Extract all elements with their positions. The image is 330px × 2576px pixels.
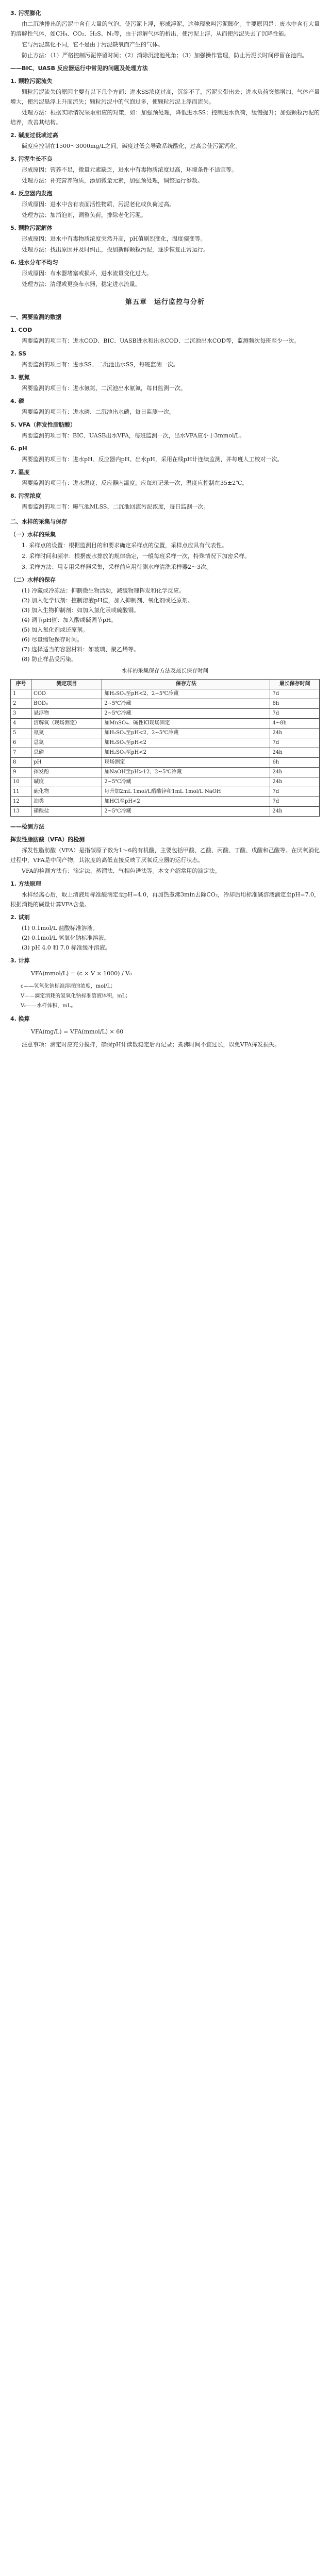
monitor-title: 4. 磷 bbox=[10, 398, 24, 404]
section-title-methods: ——检测方法 bbox=[10, 823, 44, 830]
table-cell: 现场测定 bbox=[102, 758, 270, 768]
chapter-title: 第五章 运行监控与分析 bbox=[125, 298, 205, 306]
paragraph: 处理方法：加消泡剂，调整负荷，排除老化污泥。 bbox=[22, 212, 146, 218]
table-cell: 碱度 bbox=[31, 777, 102, 787]
paragraph: 处理方法：补充营养物质，添加微量元素，加强预处理，调整运行参数。 bbox=[22, 177, 203, 184]
list-item: (1) 冷藏或冷冻法：抑制微生物活动，减缓物理挥发和化学反应。 bbox=[22, 587, 185, 594]
table-cell: 油类 bbox=[31, 797, 102, 807]
table-cell: COD bbox=[31, 689, 102, 699]
paragraph: 需要监测的项目有：进水磷、二沉池出水磷，每日监测一次。 bbox=[22, 409, 175, 415]
table-cell: 24h bbox=[270, 728, 320, 738]
table-cell: 加H₂SO₄至pH<2，2~5℃冷藏 bbox=[102, 728, 270, 738]
document-page bbox=[10, 0, 320, 1049]
table-cell: 8 bbox=[11, 758, 31, 768]
section-title-sludge-expansion: 3. 污泥膨化 bbox=[10, 10, 41, 16]
paragraph: 2. 采样时间和频率：根据废水排放的规律确定，一般每班采样一次，特殊情况下加密采样。 bbox=[22, 553, 250, 560]
section-title-monitoring: 一、需要监测的数据 bbox=[10, 314, 61, 320]
table-cell: 4 bbox=[11, 719, 31, 728]
table-row bbox=[11, 787, 320, 797]
monitor-title: 7. 温度 bbox=[10, 469, 30, 476]
table-row bbox=[11, 807, 320, 817]
paragraph: 需要监测的项目有：BIC、UASB出水VFA，每班监测一次，出水VFA应小于3mmol/L。 bbox=[22, 432, 245, 439]
paragraph: 需要监测的项目有：曝气池MLSS、二沉池回流污泥浓度，每日监测一次。 bbox=[22, 503, 209, 510]
table-cell: 加H₂SO₄至pH<2，2~5℃冷藏 bbox=[102, 689, 270, 699]
table-cell: 9 bbox=[11, 768, 31, 777]
list-item: (6) 尽量缩短保存时间。 bbox=[22, 636, 83, 643]
monitor-title: 3. 氨氮 bbox=[10, 374, 30, 381]
table-header-cell: 最长保存时间 bbox=[270, 680, 320, 689]
monitor-title: 8. 污泥浓度 bbox=[10, 493, 41, 499]
table-cell: 1 bbox=[11, 689, 31, 699]
table-row bbox=[11, 758, 320, 768]
table bbox=[10, 679, 320, 817]
paragraph: 形成原因：营养不足，微量元素缺乏，进水中有毒物质浓度过高，环境条件不适宜等。 bbox=[22, 166, 237, 173]
table-body bbox=[11, 689, 320, 817]
vfa-title: 挥发性脂肪酸（VFA）的检测 bbox=[10, 836, 85, 843]
paragraph: 水样经离心后，取上清液用标准酸滴定至pH=4.0，再加热煮沸3min去除CO₂，冷却后用标准碱溶液滴定至pH=7.0，根据消耗的碱量计算VFA含量。 bbox=[10, 891, 320, 908]
paragraph: 需要监测的项目有：进水COD、BIC、UASB进水和出水COD、二沉池出水COD等，监测频次每班至少一次。 bbox=[22, 337, 300, 344]
table-cell: 每升加2mL 1mol/L醋酸锌和1mL 1mol/L NaOH bbox=[102, 787, 270, 797]
item-title: 3. 污泥生长不良 bbox=[10, 156, 53, 162]
subsection-title: （二）水样的保存 bbox=[10, 577, 56, 583]
table-cell: 6 bbox=[11, 738, 31, 748]
paragraph: 形成原因：进水中有毒物质浓度突然升高，pH值剧烈变化，温度骤变等。 bbox=[22, 235, 206, 242]
list-item: (4) 调节pH值：加入酸或碱调节pH。 bbox=[22, 617, 117, 623]
table-header-cell: 序号 bbox=[11, 680, 31, 689]
list-item: (1) 0.1mol/L 盐酸标准溶液。 bbox=[22, 925, 98, 931]
item-title: 4. 反应器内发泡 bbox=[10, 190, 53, 197]
formula: VFA(mg/L) = VFA(mmol/L) × 60 bbox=[31, 1028, 124, 1035]
table-cell: 加H₂SO₄至pH<2 bbox=[102, 738, 270, 748]
table-cell: 2~5℃冷藏 bbox=[102, 777, 270, 787]
conversion-title: 4. 换算 bbox=[10, 1015, 30, 1022]
paragraph: 1. 采样点的设置：根据监测目的和要求确定采样点的位置，采样点应具有代表性。 bbox=[22, 542, 227, 549]
table-cell: 加MnSO₄、碱性KI现场固定 bbox=[102, 719, 270, 728]
table-cell: 7d bbox=[270, 738, 320, 748]
section-title-sampling: 二、水样的采集与保存 bbox=[10, 518, 67, 525]
table-row bbox=[11, 709, 320, 719]
table-cell: 总氮 bbox=[31, 738, 102, 748]
paragraph: 需要监测的项目有：进水氨氮、二沉池出水氨氮，每日监测一次。 bbox=[22, 385, 186, 392]
list-item: c——氢氧化钠标准溶液的浓度，mol/L； bbox=[21, 984, 116, 989]
formula: VFA(mmol/L) = (c × V × 1000) / V₀ bbox=[31, 970, 132, 977]
paragraph: 形成原因：布水器堵塞或损坏，进水流量变化过大。 bbox=[22, 270, 152, 277]
table-cell: 2~5℃冷藏 bbox=[102, 709, 270, 719]
table-cell: 24h bbox=[270, 807, 320, 817]
table-cell: 硝酸盐 bbox=[31, 807, 102, 817]
table-cell: 溶解氧（现场测定） bbox=[31, 719, 102, 728]
paragraph: 需要监测的项目有：进水SS、二沉池出水SS，每班监测一次。 bbox=[22, 361, 179, 368]
table-row bbox=[11, 797, 320, 807]
paragraph: 颗粒污泥流失的原因主要有以下几个方面：进水SS浓度过高，沉淀不了，污泥夹带出去；进水负荷突然增加，气体产量增大，使污泥悬浮上升而流失；颗粒污泥中的气泡过多，使颗粒污泥上浮而流失。 bbox=[10, 89, 320, 105]
paragraph: 处理方法：找出原因并及时纠正，投加新鲜颗粒污泥，逐步恢复正常运行。 bbox=[22, 246, 209, 253]
table-cell: 加NaOH至pH>12，2~5℃冷藏 bbox=[102, 768, 270, 777]
table-cell: 13 bbox=[11, 807, 31, 817]
list-item: V——滴定消耗的氢氧化钠标准溶液体积，mL； bbox=[21, 993, 131, 999]
list-item: (2) 0.1mol/L 氢氧化钠标准溶液。 bbox=[22, 935, 110, 941]
table-cell: 硫化物 bbox=[31, 787, 102, 797]
table-row bbox=[11, 728, 320, 738]
paragraph: VFA的检测方法有：滴定法、蒸馏法、气相色谱法等。本文介绍常用的滴定法。 bbox=[22, 868, 221, 874]
preservation-list bbox=[10, 586, 320, 664]
table-cell: 6h bbox=[270, 699, 320, 709]
table-cell: 24h bbox=[270, 777, 320, 787]
table-cell: 12 bbox=[11, 797, 31, 807]
variables-list bbox=[10, 981, 320, 1011]
list-item: (3) pH 4.0 和 7.0 标准缓冲溶液。 bbox=[22, 944, 111, 951]
table-header-row bbox=[11, 680, 320, 689]
table-cell: 11 bbox=[11, 787, 31, 797]
table-cell: 24h bbox=[270, 748, 320, 758]
method-title: 1. 方法原理 bbox=[10, 880, 41, 887]
paragraph: 3. 采样方法：用专用采样器采集，采样前应用待测水样清洗采样器2～3次。 bbox=[22, 564, 212, 570]
item-title: 5. 颗粒污泥解体 bbox=[10, 225, 53, 231]
table-cell: BOD₅ bbox=[31, 699, 102, 709]
table-cell: 氨氮 bbox=[31, 728, 102, 738]
table-cell: 2 bbox=[11, 699, 31, 709]
paragraph: 由二沉池排出的污泥中含有大量的气泡，使污泥上浮，形成浮泥，这种现象叫污泥膨化。主要原因是：废水中含有大量的溶解性气体，如CH₄、CO₂、H₂S、N₂等，由于溶解气体的析出，使污泥上浮，从而使污泥失去了沉降性能。 bbox=[10, 21, 320, 37]
table-cell: 7d bbox=[270, 689, 320, 699]
list-item: (5) 加入氧化剂或还原剂。 bbox=[22, 626, 89, 633]
paragraph: 碱度应控制在1500～3000mg/L之间。碱度过低会导致系统酸化，过高会使污泥钙化。 bbox=[22, 143, 241, 149]
paragraph: 需要监测的项目有：进水温度、反应器内温度，应每班记录一次，温度应控制在35±2℃。 bbox=[22, 480, 248, 486]
list-item: V₀——水样体积，mL。 bbox=[21, 1003, 76, 1009]
table-cell: 悬浮物 bbox=[31, 709, 102, 719]
table-cell: 7d bbox=[270, 709, 320, 719]
item-title: 6. 进水分布不均匀 bbox=[10, 259, 58, 266]
table-cell: 2~5℃冷藏 bbox=[102, 699, 270, 709]
table-cell: 10 bbox=[11, 777, 31, 787]
paragraph: 挥发性脂肪酸（VFA）是指碳原子数为1～6的有机酸，主要包括甲酸、乙酸、丙酸、丁酸、戊酸和己酸等。在厌氧消化过程中，VFA是中间产物，其浓度的高低直接反映了厌氧反应器的运行状态。 bbox=[10, 847, 320, 863]
list-item: (7) 选择适当的容器材料：如玻璃、聚乙烯等。 bbox=[22, 646, 140, 653]
table-cell: 加H₂SO₄至pH<2 bbox=[102, 748, 270, 758]
monitor-title: 2. SS bbox=[10, 350, 27, 357]
table-cell: 总磷 bbox=[31, 748, 102, 758]
table-row bbox=[11, 768, 320, 777]
table-row bbox=[11, 699, 320, 709]
table-row bbox=[11, 738, 320, 748]
reagents-title: 2. 试剂 bbox=[10, 914, 30, 921]
table-row bbox=[11, 748, 320, 758]
item-title: 1. 颗粒污泥流失 bbox=[10, 78, 53, 84]
paragraph: 它与污泥腐化不同，它不是由于污泥缺氧而产生的气体。 bbox=[22, 41, 163, 48]
monitor-title: 1. COD bbox=[10, 327, 32, 333]
list-item: (2) 加入化学试剂：控制溶液pH值，加入抑制剂、氧化剂或还原剂。 bbox=[22, 597, 193, 604]
table-cell: 挥发酚 bbox=[31, 768, 102, 777]
table-header-cell: 测定项目 bbox=[31, 680, 102, 689]
paragraph: 防止方法：（1）严格控制污泥停留时间；（2）消除沉淀池死角；（3）加强操作管理，防止污泥长时间停留在池内。 bbox=[22, 52, 308, 59]
table-caption: 水样的采集保存方法及最长保存时间 bbox=[122, 668, 208, 674]
table-cell: 7d bbox=[270, 787, 320, 797]
list-item: (3) 加入生物抑制剂：如加入氯化汞或硫酸铜。 bbox=[22, 607, 140, 614]
table-header-cell: 保存方法 bbox=[102, 680, 270, 689]
table-cell: 4~8h bbox=[270, 719, 320, 728]
table-row bbox=[11, 689, 320, 699]
calc-title: 3. 计算 bbox=[10, 957, 30, 964]
table-cell: 7 bbox=[11, 748, 31, 758]
reagents-list bbox=[10, 923, 320, 953]
table-cell: pH bbox=[31, 758, 102, 768]
item-title: 2. 碱度过低或过高 bbox=[10, 132, 58, 139]
table-cell: 5 bbox=[11, 728, 31, 738]
subsection-title: （一）水样的采集 bbox=[10, 531, 56, 538]
paragraph: 形成原因：进水中含有表面活性物质，污泥老化或负荷过高。 bbox=[22, 201, 175, 208]
monitor-title: 6. pH bbox=[10, 445, 27, 452]
table-cell: 加HCl至pH<2 bbox=[102, 797, 270, 807]
table-cell: 6h bbox=[270, 758, 320, 768]
monitor-title: 5. VFA（挥发性脂肪酸） bbox=[10, 421, 76, 428]
sampling-table bbox=[10, 679, 320, 817]
paragraph: 处理方法：清理或更换布水器，稳定进水流量。 bbox=[22, 281, 141, 287]
table-cell: 24h bbox=[270, 768, 320, 777]
table-cell: 2~5℃冷藏 bbox=[102, 807, 270, 817]
table-cell: 3 bbox=[11, 709, 31, 719]
paragraph: 需要监测的项目有：进水pH、反应器内pH、出水pH，采用在线pH计连续监测，并每班人工校对一次。 bbox=[22, 456, 283, 463]
paragraph: 处理方法：根据实际情况采取相应的对策，如：加强预处理，降低进水SS；控制进水负荷，缓慢提升；加强颗粒污泥的培养，改善其结构。 bbox=[10, 109, 320, 126]
subhead-reactor-problems: ——BIC、UASB 反应器运行中常见的问题及处理方法 bbox=[10, 65, 148, 72]
table-row bbox=[11, 777, 320, 787]
list-item: (8) 防止样品受污染。 bbox=[22, 656, 77, 663]
notes: 注意事项：滴定时应充分搅拌，确保pH计读数稳定后再记录；煮沸时间不宜过长，以免VFA挥发损失。 bbox=[22, 1041, 280, 1048]
table-row bbox=[11, 719, 320, 728]
table-cell: 7d bbox=[270, 797, 320, 807]
